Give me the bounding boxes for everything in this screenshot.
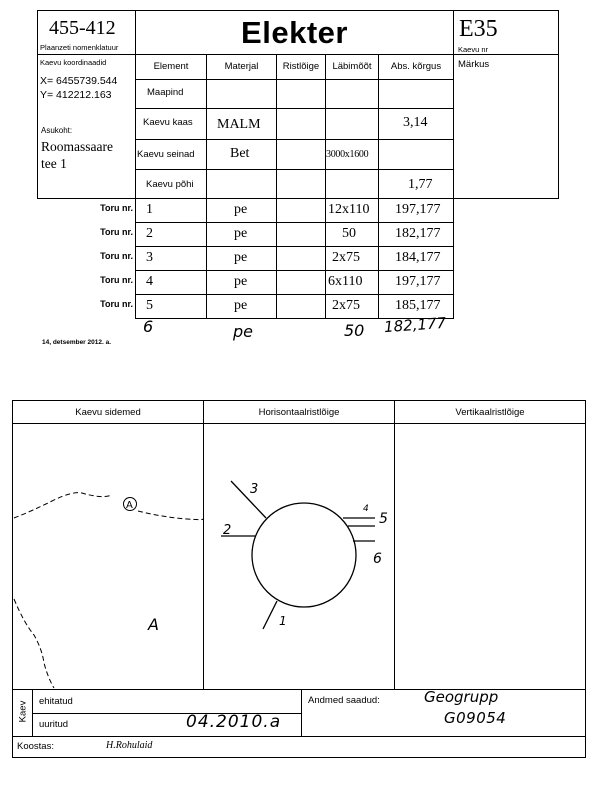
- pipe-diameter-value: 2x75: [332, 250, 360, 265]
- pipe-height-value: 197,177: [395, 274, 441, 289]
- well-circle: [252, 503, 356, 607]
- pipe-label-5: 5: [379, 511, 388, 527]
- pipe-nr-cell: [135, 222, 207, 247]
- diameter-cell: [325, 108, 379, 140]
- pipe-cross-cell: [276, 270, 326, 295]
- well-number-label: Kaevu nr: [458, 45, 489, 54]
- element-row: [135, 169, 207, 199]
- pipe-label-1: 1: [279, 614, 287, 628]
- diameter-cell: [325, 169, 379, 199]
- pipe-nr-value: 2: [146, 226, 153, 241]
- pipe-row-label: Toru nr.: [100, 299, 133, 309]
- inspected-label: uuritud: [39, 719, 69, 730]
- pipe-diameter-cell: [325, 270, 379, 295]
- pipe-nr-value: 4: [146, 274, 153, 289]
- title-box: [135, 10, 454, 55]
- pipe-height-cell: [378, 198, 454, 223]
- connections-header: Kaevu sidemed: [75, 407, 141, 418]
- diameter-value: 3000x1600: [326, 149, 369, 160]
- pipe-height-value: 185,177: [395, 298, 441, 313]
- pipe-nr-cell: [135, 294, 207, 319]
- pipe-nr-value: 1: [146, 202, 153, 217]
- date-note: 14, detsember 2012. a.: [42, 339, 112, 346]
- pipe-label-2: 2: [223, 523, 232, 538]
- col-header-diameter: Läbimõõt: [325, 54, 379, 80]
- data-source-company: Geogrupp: [424, 688, 499, 706]
- nomenclature-label: Plaanzeti nomenklatuur: [40, 43, 119, 52]
- col-header-material: Materjal: [206, 54, 277, 80]
- height-value: 1,77: [408, 177, 433, 192]
- pipe-diameter-cell: [325, 246, 379, 271]
- pipe-label-4: 4: [363, 504, 369, 514]
- element-label: Kaevu kaas: [143, 117, 193, 128]
- connections-sketch: [12, 423, 204, 690]
- compiled-value: H.Rohulaid: [106, 740, 153, 751]
- pipe-material-value: pe: [234, 202, 248, 217]
- pipe-nr-cell: [135, 270, 207, 295]
- pipe-3-line: [231, 481, 266, 518]
- pipe-diameter-cell: [325, 294, 379, 319]
- pipe-cross-cell: [276, 246, 326, 271]
- pipe-diameter-value: 2x75: [332, 298, 360, 313]
- pipe-nr-cell: [135, 198, 207, 223]
- pipe-label-6: 6: [373, 551, 382, 567]
- pipe-material-cell: [206, 246, 277, 271]
- nomenclature-value: 455-412: [49, 17, 116, 39]
- pipe-label-3: 3: [250, 482, 259, 497]
- inspected-row: [32, 713, 302, 737]
- compiled-row: [12, 736, 586, 758]
- material-value: Bet: [230, 146, 250, 161]
- cross-cell: [276, 79, 326, 109]
- cross-cell: [276, 108, 326, 140]
- pipe-diameter-value: 50: [342, 226, 356, 241]
- pipe-nr-value: 5: [146, 298, 153, 313]
- material-cell: [206, 108, 277, 140]
- pipe-material-value: pe: [234, 298, 248, 313]
- built-label: ehitatud: [39, 696, 73, 707]
- dashed-line-top: [14, 493, 112, 518]
- height-cell: [378, 169, 454, 199]
- nomenclature-box: [37, 10, 136, 55]
- pipe-nr-value: 3: [146, 250, 153, 265]
- pipe-height-value: 197,177: [395, 202, 441, 217]
- pipe-height-cell: [378, 246, 454, 271]
- pipe-cross-cell: [276, 294, 326, 319]
- remarks-box: [453, 54, 559, 199]
- pipe-material-cell: [206, 222, 277, 247]
- location-value-line2: tee 1: [41, 156, 67, 171]
- pipe-diameter-cell: [325, 222, 379, 247]
- material-cell: [206, 79, 277, 109]
- sketch-label-a: A: [148, 615, 159, 634]
- pipe-cross-cell: [276, 222, 326, 247]
- data-source-box: [301, 689, 586, 737]
- pipe-1-line: [263, 601, 277, 629]
- col-header-height: Abs. kõrgus: [378, 54, 454, 80]
- page-title: Elekter: [241, 15, 348, 50]
- vertical-header: Vertikaalristlõige: [455, 407, 525, 418]
- dashed-line-left: [14, 599, 54, 688]
- pipe-height-value: 184,177: [395, 250, 441, 265]
- data-source-label: Andmed saadud:: [308, 695, 380, 706]
- pipe-row-label: Toru nr.: [100, 227, 133, 237]
- pipe-row-label: Toru nr.: [100, 251, 133, 261]
- cross-cell: [276, 139, 326, 170]
- element-row: [135, 108, 207, 140]
- dashed-line-right: [138, 511, 204, 520]
- pipe-height-cell: [378, 270, 454, 295]
- pipe-material-value: pe: [234, 226, 248, 241]
- diameter-cell: [325, 139, 379, 170]
- kaev-label-box: [12, 689, 33, 737]
- pipe-material-cell: [206, 270, 277, 295]
- pipe-material-value: pe: [234, 274, 248, 289]
- height-cell: [378, 139, 454, 170]
- kaev-label: Kaev: [17, 700, 29, 723]
- pipe-row-label: Toru nr.: [100, 275, 133, 285]
- horizontal-header: Horisontaalristlõige: [258, 407, 340, 418]
- location-value-line1: Roomassaare: [41, 139, 113, 154]
- element-label: Maapind: [147, 87, 184, 98]
- x-coordinate: X= 6455739.544: [40, 75, 118, 87]
- handwritten-pipe-nr: 6: [143, 317, 154, 336]
- pipe-nr-cell: [135, 246, 207, 271]
- pipe-material-cell: [206, 198, 277, 223]
- handwritten-pipe-diameter: 50: [344, 321, 365, 340]
- material-value: MALM: [217, 117, 261, 132]
- horizontal-sketch: [203, 423, 395, 690]
- height-cell: [378, 79, 454, 109]
- diameter-cell: [325, 79, 379, 109]
- well-info-box: [37, 54, 136, 199]
- remarks-header: Märkus: [458, 59, 490, 70]
- vertical-panel: [394, 400, 586, 690]
- handwritten-pipe-height: 182,177: [383, 313, 447, 337]
- cross-cell: [276, 169, 326, 199]
- built-row: [32, 689, 302, 714]
- material-cell: [206, 169, 277, 199]
- pipe-material-cell: [206, 294, 277, 319]
- handwritten-pipe-material: pe: [233, 322, 253, 341]
- material-cell: [206, 139, 277, 170]
- well-number: E35: [459, 16, 498, 42]
- element-row: [135, 139, 207, 170]
- element-row: [135, 79, 207, 109]
- location-label: Asukoht:: [41, 126, 73, 135]
- pipe-row-label: Toru nr.: [100, 203, 133, 213]
- coords-label: Kaevu koordinaadid: [40, 58, 107, 67]
- data-source-code: G09054: [444, 709, 507, 727]
- well-number-box: [453, 10, 559, 55]
- pipe-height-cell: [378, 222, 454, 247]
- pipe-material-value: pe: [234, 250, 248, 265]
- col-header-element: Element: [135, 54, 207, 80]
- pipe-cross-cell: [276, 198, 326, 223]
- height-cell: [378, 108, 454, 140]
- pipe-diameter-value: 12x110: [328, 202, 370, 217]
- pipe-diameter-cell: [325, 198, 379, 223]
- pipe-height-value: 182,177: [395, 226, 441, 241]
- y-coordinate: Y= 412212.163: [40, 89, 112, 101]
- pipe-diameter-value: 6x110: [328, 274, 363, 289]
- col-header-cross: Ristlõige: [276, 54, 326, 80]
- compiled-label: Koostas:: [17, 741, 54, 752]
- element-label: Kaevu põhi: [146, 179, 194, 190]
- element-label: Kaevu seinad: [137, 149, 195, 160]
- well-marker-letter: A: [126, 500, 133, 511]
- inspected-value: 04.2010.a: [186, 712, 282, 732]
- height-value: 3,14: [403, 115, 428, 130]
